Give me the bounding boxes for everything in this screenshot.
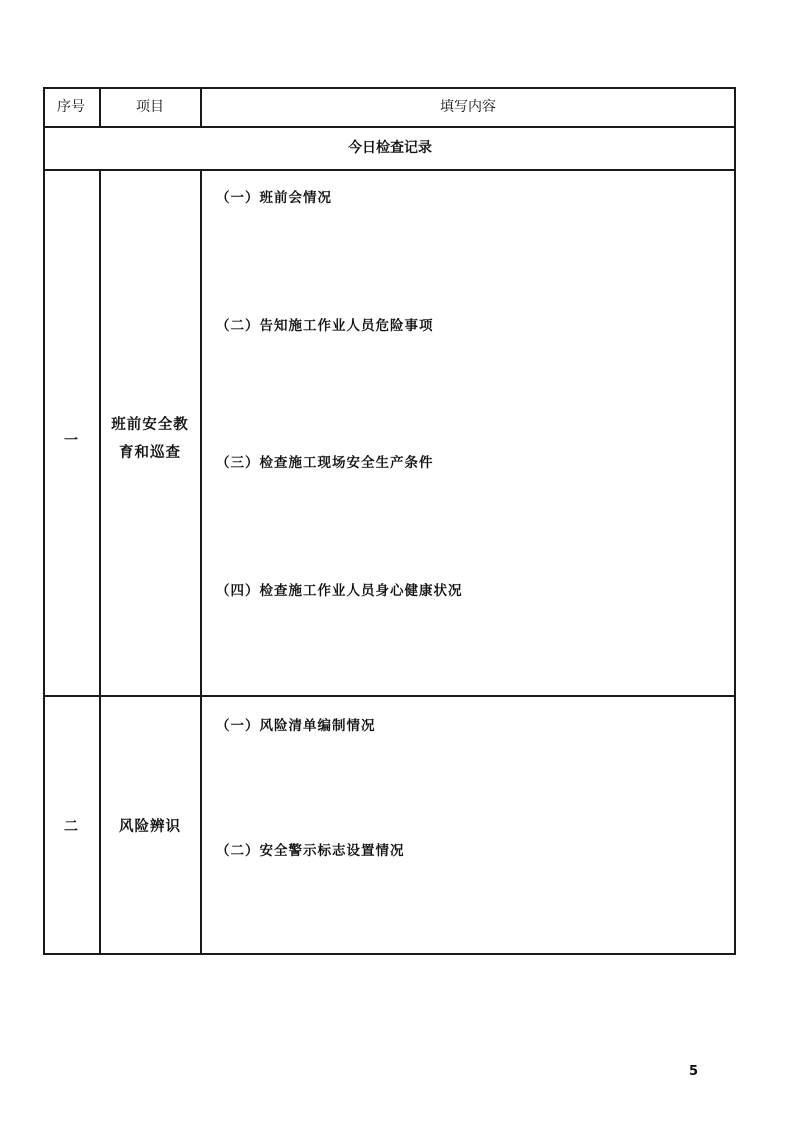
row-1-seq: 一 bbox=[64, 433, 78, 449]
row-1-project bbox=[111, 411, 189, 467]
row-2-project-line-1: 风险辨识 bbox=[119, 819, 181, 835]
header-project: 项目 bbox=[136, 99, 164, 115]
row-1-item-1: （一）班前会情况 bbox=[216, 190, 332, 206]
row-1-item-4: （四）检查施工作业人员身心健康状况 bbox=[216, 583, 463, 599]
section-title: 今日检查记录 bbox=[348, 140, 432, 156]
row-1-item-3: （三）检查施工现场安全生产条件 bbox=[216, 455, 434, 471]
row-1-item-2: （二）告知施工作业人员危险事项 bbox=[216, 318, 434, 334]
page-number: 5 bbox=[689, 1064, 699, 1079]
row-2-item-2: （二）安全警示标志设置情况 bbox=[216, 843, 405, 859]
header-col-divider-1 bbox=[99, 87, 101, 128]
header-col-divider-2 bbox=[200, 87, 202, 128]
row-1-project-line-2: 育和巡查 bbox=[119, 445, 181, 461]
row-2-project bbox=[119, 813, 181, 841]
header-content: 填写内容 bbox=[440, 99, 496, 115]
row-1-project-line-1: 班前安全教 bbox=[111, 417, 189, 433]
row-divider-line bbox=[43, 695, 736, 697]
row-2-seq: 二 bbox=[64, 819, 78, 835]
header-bottom-line bbox=[43, 126, 736, 128]
section-bottom-line bbox=[43, 169, 736, 171]
header-seq: 序号 bbox=[57, 99, 85, 115]
row-2-item-1: （一）风险清单编制情况 bbox=[216, 718, 376, 734]
body-col-divider-2 bbox=[200, 169, 202, 955]
body-col-divider-1 bbox=[99, 169, 101, 955]
